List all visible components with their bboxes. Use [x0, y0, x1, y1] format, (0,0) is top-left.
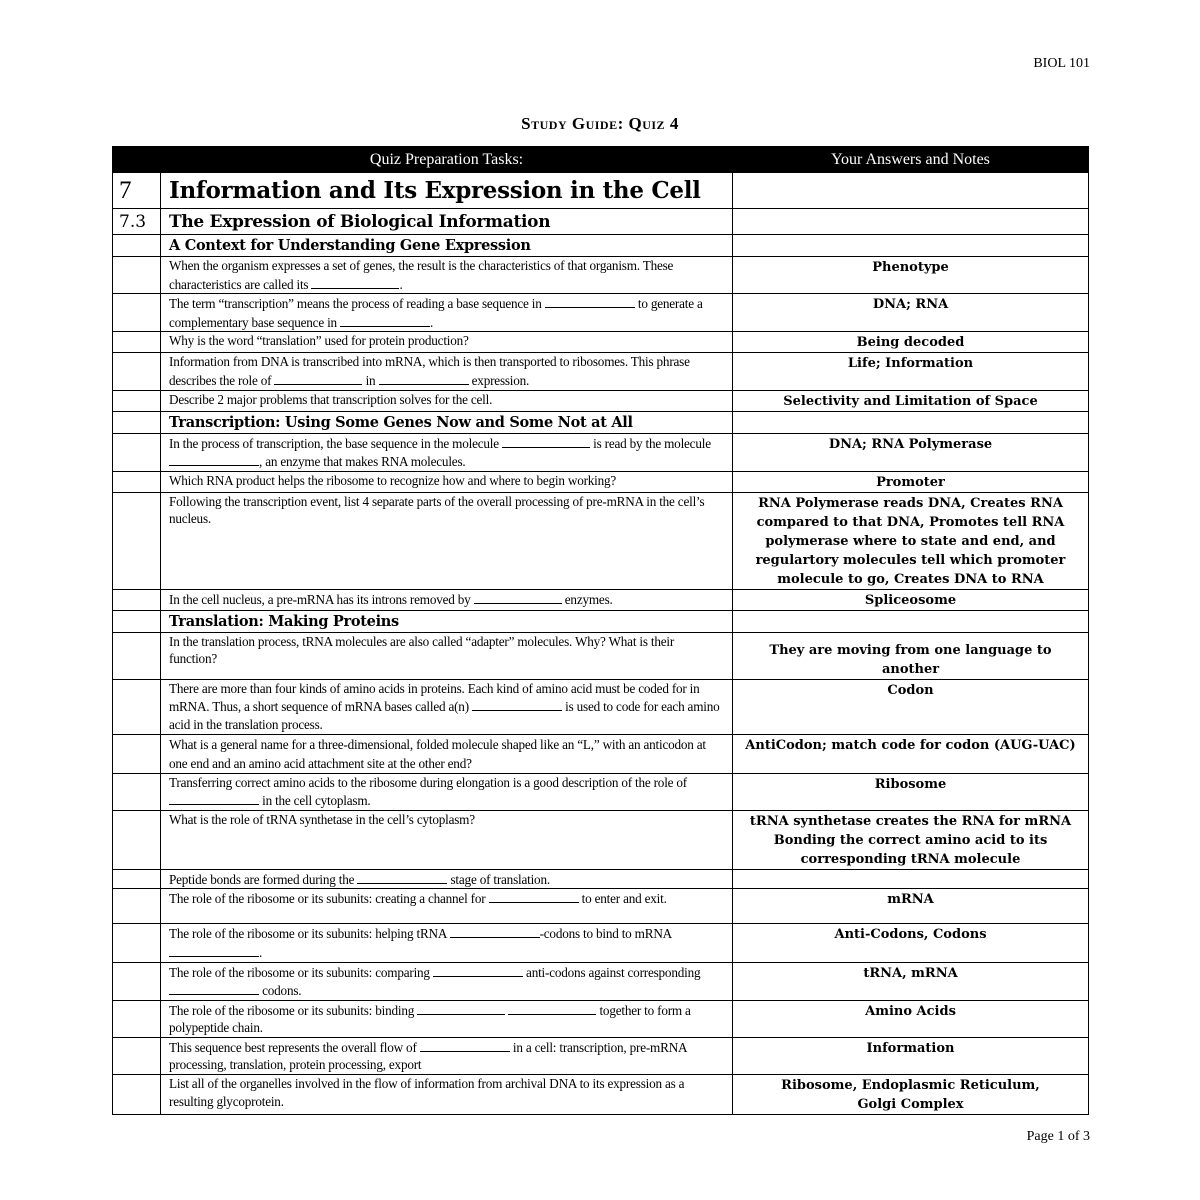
header-answers: Your Answers and Notes — [733, 147, 1089, 173]
question-row — [113, 294, 1089, 332]
question-row — [113, 889, 1089, 924]
number-cell — [113, 1000, 161, 1037]
answer-cell[interactable]: Promoter — [733, 471, 1089, 492]
question-row — [113, 1075, 1089, 1115]
answer-cell[interactable]: tRNA, mRNA — [733, 962, 1089, 1000]
question-row — [113, 1037, 1089, 1074]
question-row — [113, 492, 1089, 589]
answer-cell[interactable] — [733, 1075, 1089, 1115]
study-guide-table — [112, 146, 1089, 1115]
answer-cell[interactable] — [733, 209, 1089, 235]
question-row — [113, 353, 1089, 390]
question-row — [113, 734, 1089, 773]
question-row — [113, 924, 1089, 962]
header-blank — [113, 147, 161, 173]
answer-cell[interactable]: Codon — [733, 679, 1089, 734]
number-cell — [113, 235, 161, 257]
number-cell — [113, 610, 161, 632]
subsection-row — [113, 235, 1089, 257]
question-row — [113, 679, 1089, 734]
question-row — [113, 257, 1089, 294]
answer-cell[interactable]: Selectivity and Limitation of Space — [733, 390, 1089, 411]
answer-cell[interactable]: Phenotype — [733, 257, 1089, 294]
course-code: BIOL 101 — [1033, 56, 1090, 71]
question-text: In the cell nucleus, a pre-mRNA has its introns removed by enzymes. — [161, 589, 733, 610]
question-row — [113, 810, 1089, 869]
number-cell — [113, 924, 161, 962]
question-text: Transferring correct amino acids to the ribosome during elongation is a good description of the role of in the cell cytoplasm. — [161, 773, 733, 810]
question-row — [113, 589, 1089, 610]
number-cell — [113, 1037, 161, 1074]
question-text: In the translation process, tRNA molecules are also called “adapter” molecules. Why? What is their function? — [161, 632, 733, 679]
header-tasks: Quiz Preparation Tasks: — [161, 147, 733, 173]
answer-cell[interactable] — [733, 810, 1089, 869]
subsection-title: Translation: Making Proteins — [161, 610, 733, 632]
question-row — [113, 433, 1089, 471]
answer-line: tRNA synthetase creates the RNA for mRNA — [749, 813, 1072, 829]
fill-blank — [340, 313, 430, 327]
answer-line: Bonding the correct amino acid to its corresponding tRNA molecule — [773, 832, 1048, 867]
number-cell — [113, 869, 161, 889]
question-text: Peptide bonds are formed during the stage of translation. — [161, 869, 733, 889]
answer-cell[interactable]: DNA; RNA Polymerase — [733, 433, 1089, 471]
question-text: The term “transcription” means the process of reading a base sequence in to generate a complementary base sequence in . — [161, 294, 733, 332]
answer-cell[interactable]: Being decoded — [733, 332, 1089, 353]
number-cell — [113, 962, 161, 1000]
number-cell — [113, 353, 161, 390]
fill-blank — [274, 371, 362, 385]
fill-blank — [311, 275, 399, 289]
answer-cell[interactable]: Life; Information — [733, 353, 1089, 390]
question-text: This sequence best represents the overall flow of in a cell: transcription, pre-mRNA processing, translation, protein processing, export — [161, 1037, 733, 1074]
question-text: What is a general name for a three-dimensional, folded molecule shaped like an “L,” with an anticodon at one end and an amino acid attachment site at the other end? — [161, 734, 733, 773]
answer-cell[interactable] — [733, 235, 1089, 257]
question-text: Information from DNA is transcribed into mRNA, which is then transported to ribosomes. This phrase describes the role of in expression. — [161, 353, 733, 390]
fill-blank — [169, 452, 259, 466]
fill-blank — [489, 889, 579, 903]
number-cell — [113, 492, 161, 589]
number-cell — [113, 810, 161, 869]
number-cell — [113, 433, 161, 471]
question-text: The role of the ribosome or its subunits: comparing anti-codons against corresponding codons. — [161, 962, 733, 1000]
question-text: There are more than four kinds of amino acids in proteins. Each kind of amino acid must be coded for in mRNA. Thus, a short sequence of mRNA bases called a(n) is used to code for each amino acid in the translation process. — [161, 679, 733, 734]
question-row — [113, 332, 1089, 353]
question-row — [113, 1000, 1089, 1037]
chapter-row — [113, 173, 1089, 209]
question-text: What is the role of tRNA synthetase in the cell’s cytoplasm? — [161, 810, 733, 869]
subsection-row — [113, 610, 1089, 632]
number-cell — [113, 773, 161, 810]
number-cell — [113, 1075, 161, 1115]
fill-blank — [545, 294, 635, 308]
number-cell — [113, 679, 161, 734]
answer-cell[interactable] — [733, 173, 1089, 209]
chapter-number: 7 — [113, 173, 161, 209]
question-text: Why is the word “translation” used for protein production? — [161, 332, 733, 353]
page-title: Study Guide: Quiz 4 — [521, 114, 679, 133]
fill-blank — [420, 1038, 510, 1052]
number-cell — [113, 471, 161, 492]
question-text: When the organism expresses a set of genes, the result is the characteristics of that organism. These characteristics are called its . — [161, 257, 733, 294]
question-text: The role of the ribosome or its subunits: binding together to form a polypeptide chain. — [161, 1000, 733, 1037]
answer-cell[interactable]: Amino Acids — [733, 1000, 1089, 1037]
number-cell — [113, 889, 161, 924]
question-text: Following the transcription event, list 4 separate parts of the overall processing of pre-mRNA in the cell’s nucleus. — [161, 492, 733, 589]
fill-blank — [357, 870, 447, 884]
answer-cell[interactable]: Anti-Codons, Codons — [733, 924, 1089, 962]
subsection-row — [113, 411, 1089, 433]
section-row — [113, 209, 1089, 235]
question-text: Describe 2 major problems that transcription solves for the cell. — [161, 390, 733, 411]
question-row — [113, 390, 1089, 411]
number-cell — [113, 734, 161, 773]
answer-cell[interactable]: Information — [733, 1037, 1089, 1074]
answer-cell[interactable]: mRNA — [733, 889, 1089, 924]
answer-cell[interactable] — [733, 610, 1089, 632]
fill-blank — [379, 371, 469, 385]
question-text: List all of the organelles involved in the flow of information from archival DNA to its expression as a resulting glycoprotein. — [161, 1075, 733, 1115]
answer-cell[interactable] — [733, 869, 1089, 889]
answer-line: Ribosome, Endoplasmic Reticulum, — [781, 1078, 1040, 1094]
fill-blank — [433, 963, 523, 977]
fill-blank — [169, 943, 259, 957]
answer-cell[interactable]: Ribosome — [733, 773, 1089, 810]
fill-blank — [169, 791, 259, 805]
question-text: Which RNA product helps the ribosome to recognize how and where to begin working? — [161, 471, 733, 492]
answer-cell[interactable]: DNA; RNA — [733, 294, 1089, 332]
fill-blank — [169, 981, 259, 995]
number-cell — [113, 294, 161, 332]
answer-line: Golgi Complex — [857, 1097, 964, 1113]
fill-blank — [474, 590, 562, 604]
fill-blank — [472, 697, 562, 711]
section-title: The Expression of Biological Information — [161, 209, 733, 235]
section-number: 7.3 — [113, 209, 161, 235]
answer-cell[interactable]: Spliceosome — [733, 589, 1089, 610]
fill-blank — [508, 1001, 596, 1015]
page-number: Page 1 of 3 — [1026, 1129, 1090, 1144]
question-text: In the process of transcription, the base sequence in the molecule is read by the molecule , an enzyme that makes RNA molecules. — [161, 433, 733, 471]
question-row — [113, 471, 1089, 492]
number-cell — [113, 411, 161, 433]
fill-blank — [502, 434, 590, 448]
question-text: The role of the ribosome or its subunits: creating a channel for to enter and exit. — [161, 889, 733, 924]
answer-cell[interactable]: RNA Polymerase reads DNA, Creates RNA compared to that DNA, Promotes tell RNA polymerase where to state and end, and regulartory molecules tell which promoter molecule to go, Creates DNA to RNA — [733, 492, 1089, 589]
table-header-row — [113, 147, 1089, 173]
subsection-title: A Context for Understanding Gene Expression — [161, 235, 733, 257]
question-text: The role of the ribosome or its subunits: helping tRNA -codons to bind to mRNA . — [161, 924, 733, 962]
question-row — [113, 869, 1089, 889]
fill-blank — [450, 924, 540, 938]
number-cell — [113, 589, 161, 610]
question-row — [113, 632, 1089, 679]
question-row — [113, 962, 1089, 1000]
subsection-title: Transcription: Using Some Genes Now and Some Not at All — [161, 411, 733, 433]
answer-cell[interactable] — [733, 411, 1089, 433]
number-cell — [113, 257, 161, 294]
number-cell — [113, 390, 161, 411]
answer-cell[interactable]: AntiCodon; match code for codon (AUG-UAC) — [733, 734, 1089, 773]
fill-blank — [417, 1001, 505, 1015]
number-cell — [113, 632, 161, 679]
number-cell — [113, 332, 161, 353]
answer-cell[interactable]: They are moving from one language to another — [733, 632, 1089, 679]
question-row — [113, 773, 1089, 810]
chapter-title: Information and Its Expression in the Cell — [161, 173, 733, 209]
